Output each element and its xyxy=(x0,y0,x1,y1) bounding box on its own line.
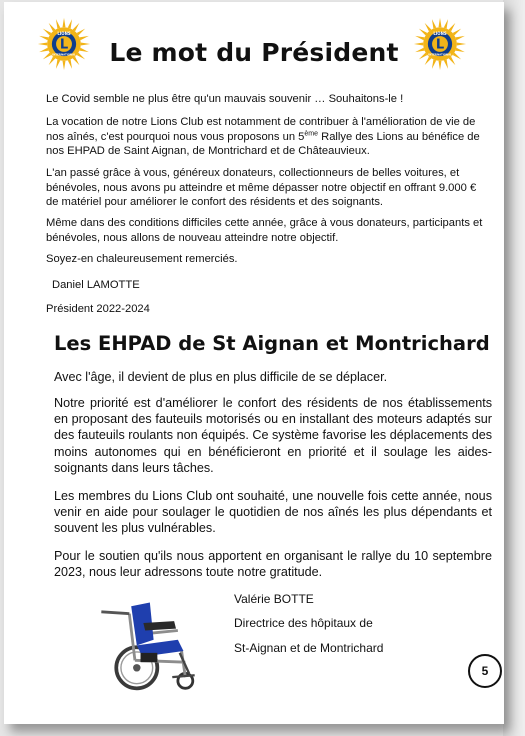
svg-text:INTERNATIONAL: INTERNATIONAL xyxy=(52,53,76,57)
logo-ray xyxy=(73,23,80,31)
director-signature-name: Valérie BOTTE xyxy=(234,592,314,606)
logo-ray xyxy=(449,57,456,65)
president-signature-role: Président 2022-2024 xyxy=(46,303,150,315)
page-number-badge: 5 xyxy=(468,654,502,688)
president-paragraph-1: Le Covid semble ne plus être qu'un mauvais souvenir … Souhaitons-le ! xyxy=(46,93,404,105)
svg-text:INTERNATIONAL: INTERNATIONAL xyxy=(428,53,452,57)
logo-ray xyxy=(425,57,432,65)
logo-ray xyxy=(419,53,427,60)
director-signature-role-line2: St-Aignan et de Montrichard xyxy=(234,641,384,655)
president-paragraph-3: L'an passé grâce à vous, généreux donateurs, collectionneurs de belles voitures, et bénévoles, nous avons pu atteindre et même dépasser notre objectif en offrant 9.000 € de matériel pour améliorer le confort des résidents et des soignants. xyxy=(46,167,477,209)
logo-ray xyxy=(438,18,441,27)
president-signature-name: Daniel LAMOTTE xyxy=(52,279,140,291)
logo-ray xyxy=(449,23,456,31)
svg-text:LIONS: LIONS xyxy=(433,31,447,37)
logo-ray xyxy=(415,36,424,40)
ehpad-paragraph-3: Les membres du Lions Club ont souhaité, une nouvelle fois cette année, nous venir en aide pour soulager le quotidien de nos aînés les plus dépendants et souvent les plus vulnérables. xyxy=(54,489,492,536)
ehpad-paragraph-4: Pour le soutien qu'ils nous apportent en organisant le rallye du 10 septembre 2023, nous leur adressons toute notre gratitude. xyxy=(54,549,492,580)
logo-ray xyxy=(419,29,427,36)
logo-ray xyxy=(49,23,56,31)
svg-text:LIONS: LIONS xyxy=(57,31,71,37)
logo-ray xyxy=(453,29,461,36)
logo-ray xyxy=(455,48,464,52)
logo-ray xyxy=(56,19,60,28)
svg-text:L: L xyxy=(435,37,445,53)
logo-ray xyxy=(414,42,423,45)
president-paragraph-4: Même dans des conditions difficiles cette année, grâce à vous donateurs, participants et bénévoles, nous allons de nouveau atteindre notre objectif. xyxy=(46,217,483,244)
logo-ray xyxy=(62,18,65,27)
logo-ray xyxy=(438,61,441,70)
logo-ray xyxy=(453,53,461,60)
ehpad-paragraph-2: Notre priorité est d'améliorer le confort des résidents de nos établissements en proposant des fauteuils motorisés ou en installant des moteurs adaptés sur des fauteuils roulants non équipés. Ce système favorise les déplacements des moins autonomes qui en bénéficieront en priorité et il soulage les aides-soignants dans leurs tâches. xyxy=(54,396,492,475)
logo-ray xyxy=(425,23,432,31)
logo-ray xyxy=(455,36,464,40)
logo-ray xyxy=(432,19,436,28)
logo-ray xyxy=(68,19,72,28)
logo-ray xyxy=(457,42,466,45)
director-signature-role-line1: Directrice des hôpitaux de xyxy=(234,616,373,630)
logo-ray xyxy=(444,19,448,28)
president-paragraph-2: La vocation de notre Lions Club est notamment de contribuer à l'amélioration de vie de nos aînés, c'est pourquoi nous vous proposons un 5ème Rallye des Lions au bénéfice de nos EHPAD de Saint Aignan, de Montrichard et de Châteauvieux. xyxy=(46,116,480,158)
section-title: Les EHPAD de St Aignan et Montrichard xyxy=(54,332,490,355)
logo-ray xyxy=(415,48,424,52)
wheelchair-icon xyxy=(92,594,204,694)
logo-ray xyxy=(43,29,51,36)
svg-text:L: L xyxy=(59,37,69,53)
page-title: Le mot du Président xyxy=(109,38,399,67)
logo-ray xyxy=(432,59,436,68)
ehpad-paragraph-1: Avec l'âge, il devient de plus en plus difficile de se déplacer. xyxy=(54,370,388,384)
page xyxy=(4,2,504,724)
lions-logo-right xyxy=(412,16,468,72)
president-paragraph-5: Soyez-en chaleureusement remerciés. xyxy=(46,253,238,265)
logo-ray xyxy=(77,29,85,36)
logo-ray xyxy=(444,59,448,68)
page-edge xyxy=(503,0,525,736)
